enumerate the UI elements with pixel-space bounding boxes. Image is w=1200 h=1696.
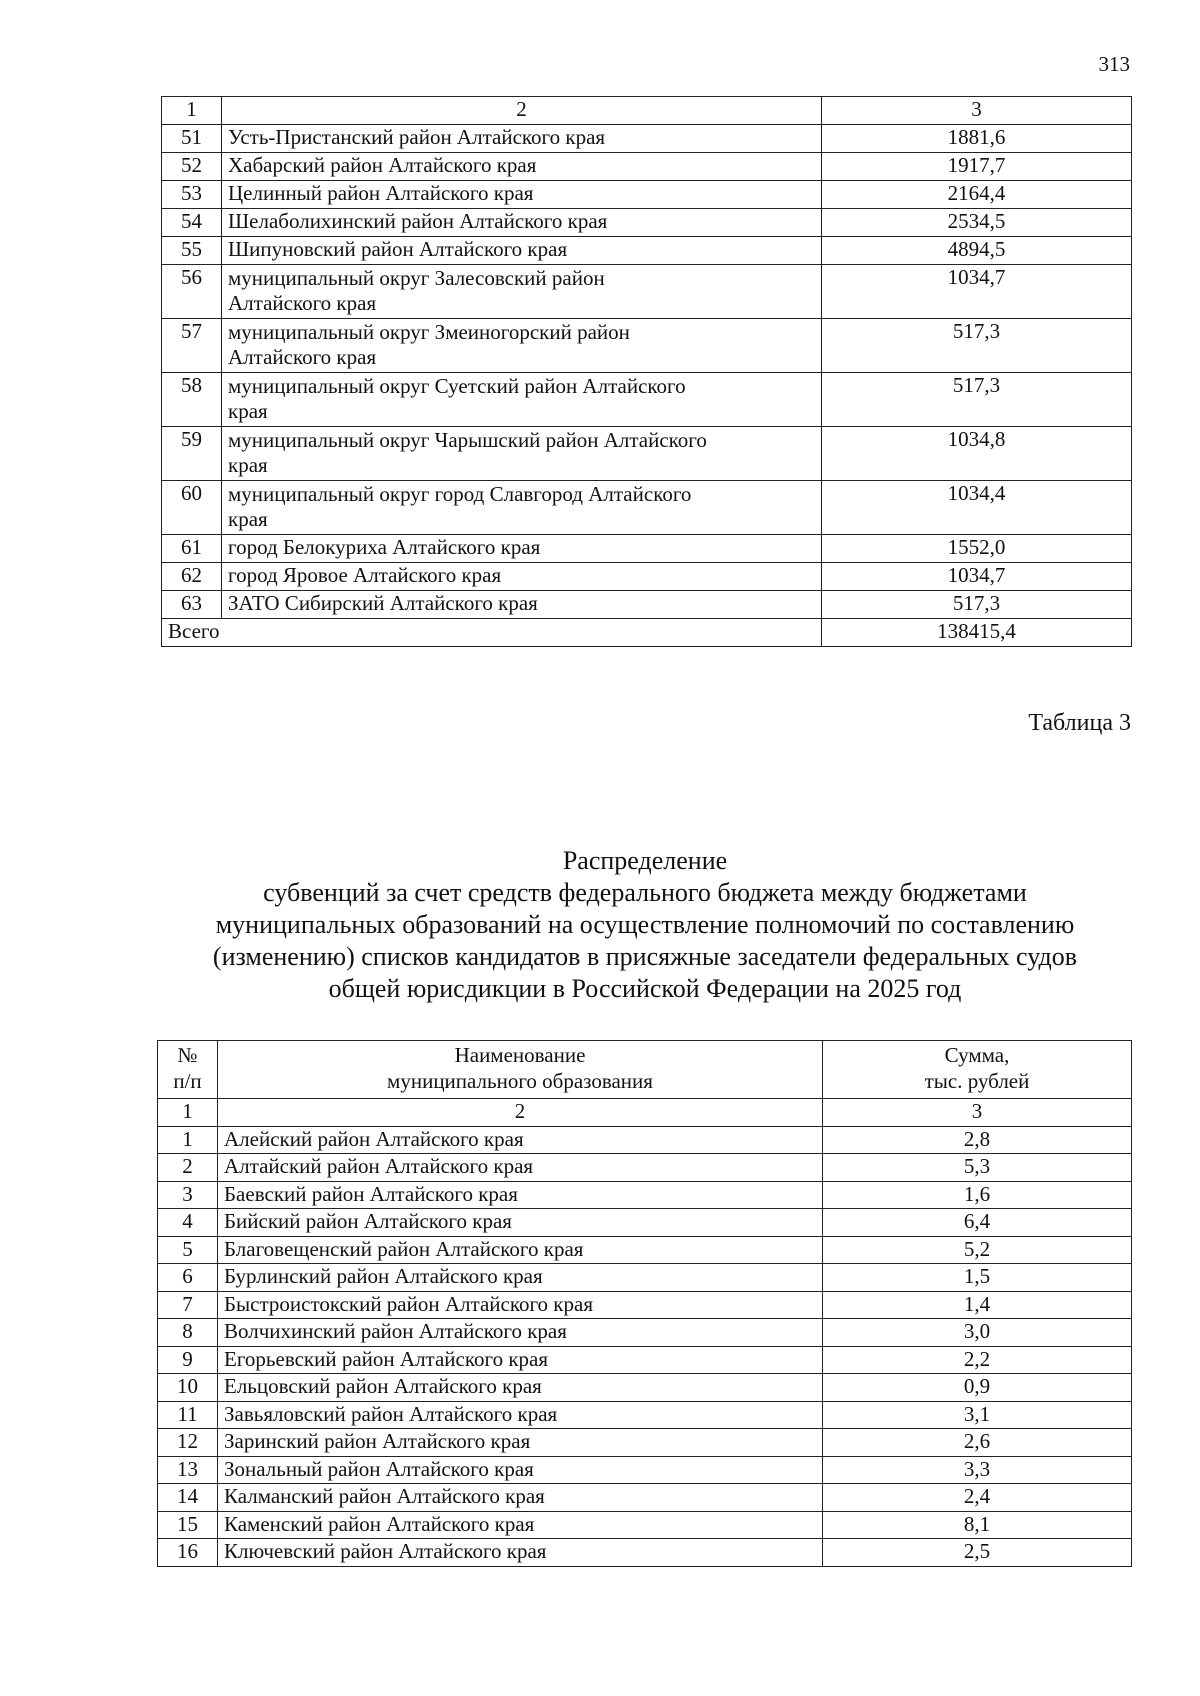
table-row xyxy=(158,1511,1132,1539)
title-line-3: муниципальных образований на осуществление полномочий по составлению xyxy=(215,910,1075,939)
municipality-name-line2: Алтайского края xyxy=(228,291,377,315)
table-row xyxy=(162,265,1132,319)
row-number: 57 xyxy=(162,319,222,373)
municipality-name: город Белокуриха Алтайского края xyxy=(222,535,822,563)
municipality-name xyxy=(222,373,822,427)
amount: 1,4 xyxy=(823,1291,1132,1319)
table-row xyxy=(158,1346,1132,1374)
row-number: 10 xyxy=(158,1374,218,1402)
column-index-row xyxy=(158,1099,1132,1127)
column-index-3: 3 xyxy=(823,1099,1132,1127)
table-row xyxy=(158,1319,1132,1347)
municipality-name: Егорьевский район Алтайского края xyxy=(218,1346,823,1374)
amount: 1917,7 xyxy=(822,153,1132,181)
municipality-name: Завьяловский район Алтайского края xyxy=(218,1401,823,1429)
table-row xyxy=(158,1374,1132,1402)
row-number: 15 xyxy=(158,1511,218,1539)
row-number: 54 xyxy=(162,209,222,237)
amount: 6,4 xyxy=(823,1209,1132,1237)
table-row xyxy=(158,1291,1132,1319)
table-row xyxy=(158,1154,1132,1182)
header-number-line2: п/п xyxy=(173,1069,202,1093)
table-row xyxy=(158,1401,1132,1429)
header-amount-line2: тыс. рублей xyxy=(924,1069,1030,1093)
table-row xyxy=(162,319,1132,373)
amount: 2164,4 xyxy=(822,181,1132,209)
row-number: 58 xyxy=(162,373,222,427)
header-amount xyxy=(823,1041,1132,1099)
table-row xyxy=(158,1456,1132,1484)
table-row xyxy=(158,1429,1132,1457)
amount: 1881,6 xyxy=(822,125,1132,153)
row-number: 8 xyxy=(158,1319,218,1347)
row-number: 1 xyxy=(158,1126,218,1154)
column-index-1: 1 xyxy=(162,97,222,125)
municipality-name xyxy=(222,265,822,319)
amount: 517,3 xyxy=(822,373,1132,427)
municipality-name: Целинный район Алтайского края xyxy=(222,181,822,209)
municipality-name: Алтайский район Алтайского края xyxy=(218,1154,823,1182)
title-line-5: общей юрисдикции в Российской Федерации на 2025 год xyxy=(328,974,962,1003)
table-row xyxy=(162,373,1132,427)
row-number: 13 xyxy=(158,1456,218,1484)
subsidy-table-continued xyxy=(161,96,1132,647)
municipality-name: город Яровое Алтайского края xyxy=(222,563,822,591)
municipality-name xyxy=(222,481,822,535)
row-number: 53 xyxy=(162,181,222,209)
municipality-name: Ельцовский район Алтайского края xyxy=(218,1374,823,1402)
total-row xyxy=(162,619,1132,647)
municipality-name: Шипуновский район Алтайского края xyxy=(222,237,822,265)
document-title xyxy=(160,845,1130,1005)
municipality-name: Зональный район Алтайского края xyxy=(218,1456,823,1484)
municipality-name: Каменский район Алтайского края xyxy=(218,1511,823,1539)
table-row xyxy=(162,209,1132,237)
municipality-name-line2: края xyxy=(228,507,268,531)
title-line-2: субвенций за счет средств федерального бюджета между бюджетами xyxy=(263,878,1027,907)
table-row xyxy=(158,1539,1132,1567)
amount: 1034,7 xyxy=(822,563,1132,591)
table-row xyxy=(158,1181,1132,1209)
municipality-name: Бурлинский район Алтайского края xyxy=(218,1264,823,1292)
amount: 1,6 xyxy=(823,1181,1132,1209)
amount: 1,5 xyxy=(823,1264,1132,1292)
row-number: 61 xyxy=(162,535,222,563)
table-row xyxy=(162,153,1132,181)
amount: 8,1 xyxy=(823,1511,1132,1539)
amount: 2,6 xyxy=(823,1429,1132,1457)
amount: 517,3 xyxy=(822,319,1132,373)
amount: 5,3 xyxy=(823,1154,1132,1182)
row-number: 2 xyxy=(158,1154,218,1182)
column-index-1: 1 xyxy=(158,1099,218,1127)
header-number xyxy=(158,1041,218,1099)
table-row xyxy=(158,1484,1132,1512)
municipality-name-line2: края xyxy=(228,399,268,423)
amount: 1034,4 xyxy=(822,481,1132,535)
table-row xyxy=(162,427,1132,481)
amount: 517,3 xyxy=(822,591,1132,619)
municipality-name: ЗАТО Сибирский Алтайского края xyxy=(222,591,822,619)
row-number: 9 xyxy=(158,1346,218,1374)
municipality-name-line1: муниципальный округ город Славгород Алтайского xyxy=(228,482,692,506)
municipality-name xyxy=(222,427,822,481)
amount: 2,8 xyxy=(823,1126,1132,1154)
row-number: 55 xyxy=(162,237,222,265)
header-number-line1: № xyxy=(177,1043,198,1067)
table-row xyxy=(162,237,1132,265)
header-name-line1: Наименование xyxy=(454,1043,586,1067)
total-label: Всего xyxy=(162,619,822,647)
title-line-4: (изменению) списков кандидатов в присяжные заседатели федеральных судов xyxy=(212,942,1078,971)
table-label: Таблица 3 xyxy=(1028,710,1131,736)
municipality-name: Усть-Пристанский район Алтайского края xyxy=(222,125,822,153)
table-row xyxy=(158,1236,1132,1264)
page-number: 313 xyxy=(1098,52,1130,76)
municipality-name-line2: Алтайского края xyxy=(228,345,377,369)
municipality-name: Благовещенский район Алтайского края xyxy=(218,1236,823,1264)
table-row xyxy=(158,1264,1132,1292)
column-index-2: 2 xyxy=(222,97,822,125)
table-row xyxy=(158,1126,1132,1154)
row-number: 14 xyxy=(158,1484,218,1512)
header-amount-line1: Сумма, xyxy=(944,1043,1010,1067)
amount: 3,1 xyxy=(823,1401,1132,1429)
row-number: 7 xyxy=(158,1291,218,1319)
municipality-name: Ключевский район Алтайского края xyxy=(218,1539,823,1567)
amount: 1552,0 xyxy=(822,535,1132,563)
amount: 3,0 xyxy=(823,1319,1132,1347)
municipality-name: Шелаболихинский район Алтайского края xyxy=(222,209,822,237)
row-number: 6 xyxy=(158,1264,218,1292)
amount: 2,2 xyxy=(823,1346,1132,1374)
column-index-2: 2 xyxy=(218,1099,823,1127)
total-amount: 138415,4 xyxy=(822,619,1132,647)
column-index-row xyxy=(162,97,1132,125)
amount: 1034,7 xyxy=(822,265,1132,319)
amount: 0,9 xyxy=(823,1374,1132,1402)
row-number: 5 xyxy=(158,1236,218,1264)
amount: 5,2 xyxy=(823,1236,1132,1264)
table-row xyxy=(162,563,1132,591)
municipality-name: Хабарский район Алтайского края xyxy=(222,153,822,181)
amount: 1034,8 xyxy=(822,427,1132,481)
municipality-name-line2: края xyxy=(228,453,268,477)
municipality-name: Алейский район Алтайского края xyxy=(218,1126,823,1154)
subvention-table xyxy=(157,1040,1132,1567)
row-number: 56 xyxy=(162,265,222,319)
table-header-row xyxy=(158,1041,1132,1099)
table-row xyxy=(162,535,1132,563)
row-number: 4 xyxy=(158,1209,218,1237)
amount: 2534,5 xyxy=(822,209,1132,237)
title-line-1: Распределение xyxy=(562,846,728,875)
column-index-3: 3 xyxy=(822,97,1132,125)
municipality-name-line1: муниципальный округ Залесовский район xyxy=(228,266,605,290)
municipality-name: Калманский район Алтайского края xyxy=(218,1484,823,1512)
row-number: 11 xyxy=(158,1401,218,1429)
municipality-name-line1: муниципальный округ Чарышский район Алтайского xyxy=(228,428,707,452)
table-row xyxy=(158,1209,1132,1237)
amount: 2,5 xyxy=(823,1539,1132,1567)
municipality-name-line1: муниципальный округ Суетский район Алтайского xyxy=(228,374,686,398)
row-number: 62 xyxy=(162,563,222,591)
municipality-name: Заринский район Алтайского края xyxy=(218,1429,823,1457)
row-number: 59 xyxy=(162,427,222,481)
header-name-line2: муниципального образования xyxy=(387,1069,653,1093)
row-number: 51 xyxy=(162,125,222,153)
row-number: 52 xyxy=(162,153,222,181)
municipality-name: Баевский район Алтайского края xyxy=(218,1181,823,1209)
row-number: 16 xyxy=(158,1539,218,1567)
row-number: 60 xyxy=(162,481,222,535)
table-row xyxy=(162,125,1132,153)
municipality-name: Бийский район Алтайского края xyxy=(218,1209,823,1237)
table-row xyxy=(162,591,1132,619)
row-number: 3 xyxy=(158,1181,218,1209)
row-number: 12 xyxy=(158,1429,218,1457)
amount: 3,3 xyxy=(823,1456,1132,1484)
table-row xyxy=(162,481,1132,535)
municipality-name xyxy=(222,319,822,373)
municipality-name: Быстроистокский район Алтайского края xyxy=(218,1291,823,1319)
table-row xyxy=(162,181,1132,209)
header-name xyxy=(218,1041,823,1099)
municipality-name: Волчихинский район Алтайского края xyxy=(218,1319,823,1347)
row-number: 63 xyxy=(162,591,222,619)
amount: 2,4 xyxy=(823,1484,1132,1512)
amount: 4894,5 xyxy=(822,237,1132,265)
municipality-name-line1: муниципальный округ Змеиногорский район xyxy=(228,320,630,344)
